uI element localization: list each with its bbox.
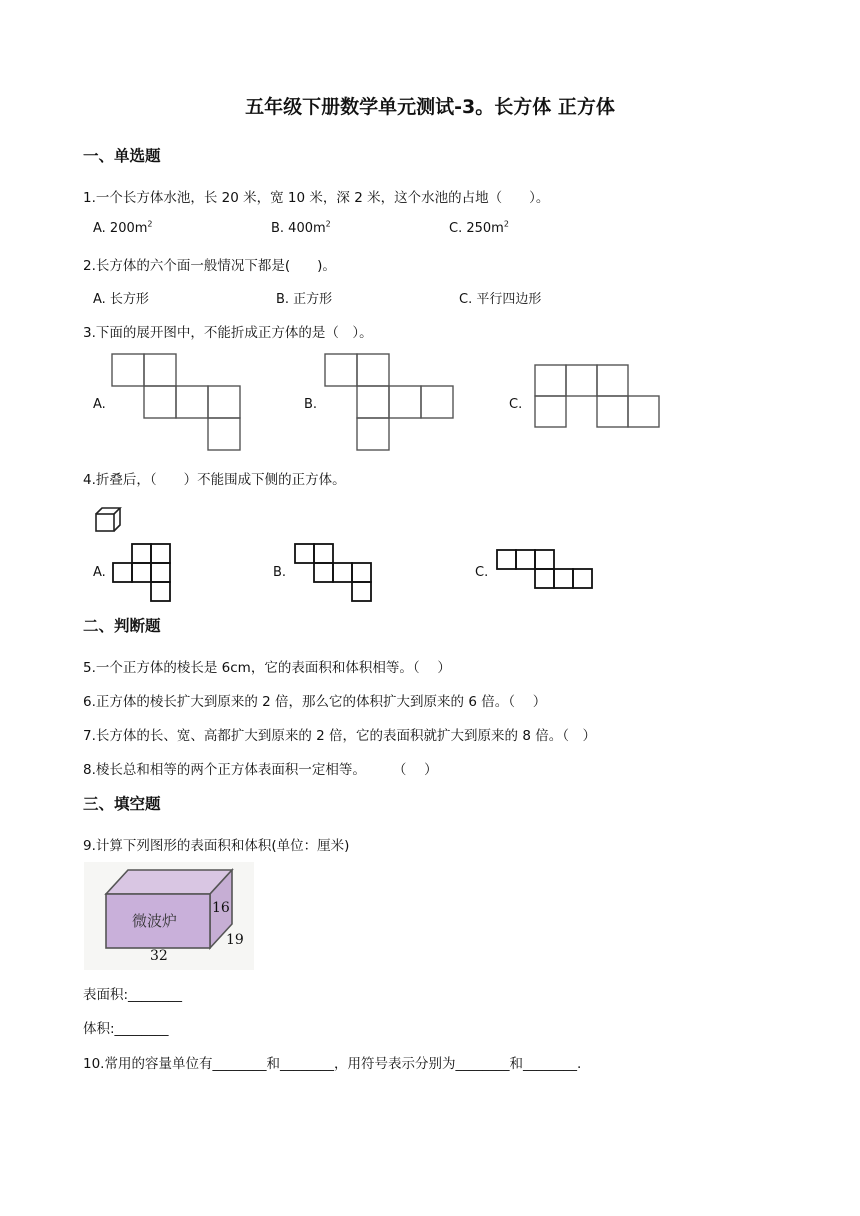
microwave-box-figure (84, 862, 254, 970)
q1-option-a[interactable]: A. $200m^2$ (93, 219, 153, 236)
surface-area-blank[interactable]: 表面积:________ (83, 987, 183, 1003)
q3-option-b-label[interactable]: B. (304, 397, 318, 412)
q3-net-a-diagram (111, 353, 243, 453)
question-8: 8.棱长总和相等的两个正方体表面积一定相等。 （ ） (83, 762, 438, 778)
question-5: 5.一个正方体的棱长是 6cm，它的表面积和体积相等。（ ） (83, 660, 451, 676)
question-7: 7.长方体的长、宽、高都扩大到原来的 2 倍，它的表面积就扩大到原来的 8 倍。（ ） (83, 728, 596, 744)
q2-option-b[interactable]: B. 正方形 (276, 292, 333, 307)
q3-net-b-diagram (324, 353, 456, 453)
question-4: 4.折叠后，（ ）不能围成下侧的正方体。 (83, 472, 346, 488)
q2-option-c[interactable]: C. 平行四边形 (459, 292, 542, 307)
question-3: 3.下面的展开图中，不能折成正方体的是（ ）。 (83, 325, 373, 341)
cube-icon (95, 507, 123, 533)
q3-option-a-label[interactable]: A. (93, 397, 106, 412)
q4-net-a-diagram (112, 543, 174, 603)
section-heading-fill-blank: 三、填空题 (83, 795, 161, 813)
q3-option-c-label[interactable]: C. (509, 397, 523, 412)
q4-option-a-label[interactable]: A. (93, 565, 106, 580)
question-10[interactable]: 10.常用的容量单位有________和________，用符号表示分别为________和________. (83, 1056, 582, 1072)
question-9: 9.计算下列图形的表面积和体积(单位：厘米) (83, 838, 350, 854)
q3-net-c-diagram (534, 364, 662, 432)
height-dimension: 16 (212, 900, 230, 916)
microwave-label: 微波炉 (132, 912, 178, 930)
depth-dimension: 19 (226, 932, 244, 948)
q2-option-a[interactable]: A. 长方形 (93, 292, 149, 307)
page-title: 五年级下册数学单元测试-3。长方体 正方体 (245, 96, 615, 118)
question-2: 2.长方体的六个面一般情况下都是( )。 (83, 258, 336, 274)
length-dimension: 32 (150, 948, 168, 964)
q1-option-b[interactable]: B. $400m^2$ (271, 219, 331, 236)
question-1: 1.一个长方体水池，长 20 米，宽 10 米，深 2 米，这个水池的占地（ ）。 (83, 190, 550, 206)
section-heading-single-choice: 一、单选题 (83, 147, 161, 165)
q4-option-c-label[interactable]: C. (475, 565, 489, 580)
question-6: 6.正方体的棱长扩大到原来的 2 倍，那么它的体积扩大到原来的 6 倍。（ ） (83, 694, 547, 710)
volume-blank[interactable]: 体积:________ (83, 1021, 169, 1037)
q1-option-c[interactable]: C. $250m^2$ (449, 219, 509, 236)
q4-option-b-label[interactable]: B. (273, 565, 287, 580)
q4-net-b-diagram (294, 543, 376, 603)
section-heading-true-false: 二、判断题 (83, 617, 161, 635)
q4-net-c-diagram (496, 549, 596, 593)
